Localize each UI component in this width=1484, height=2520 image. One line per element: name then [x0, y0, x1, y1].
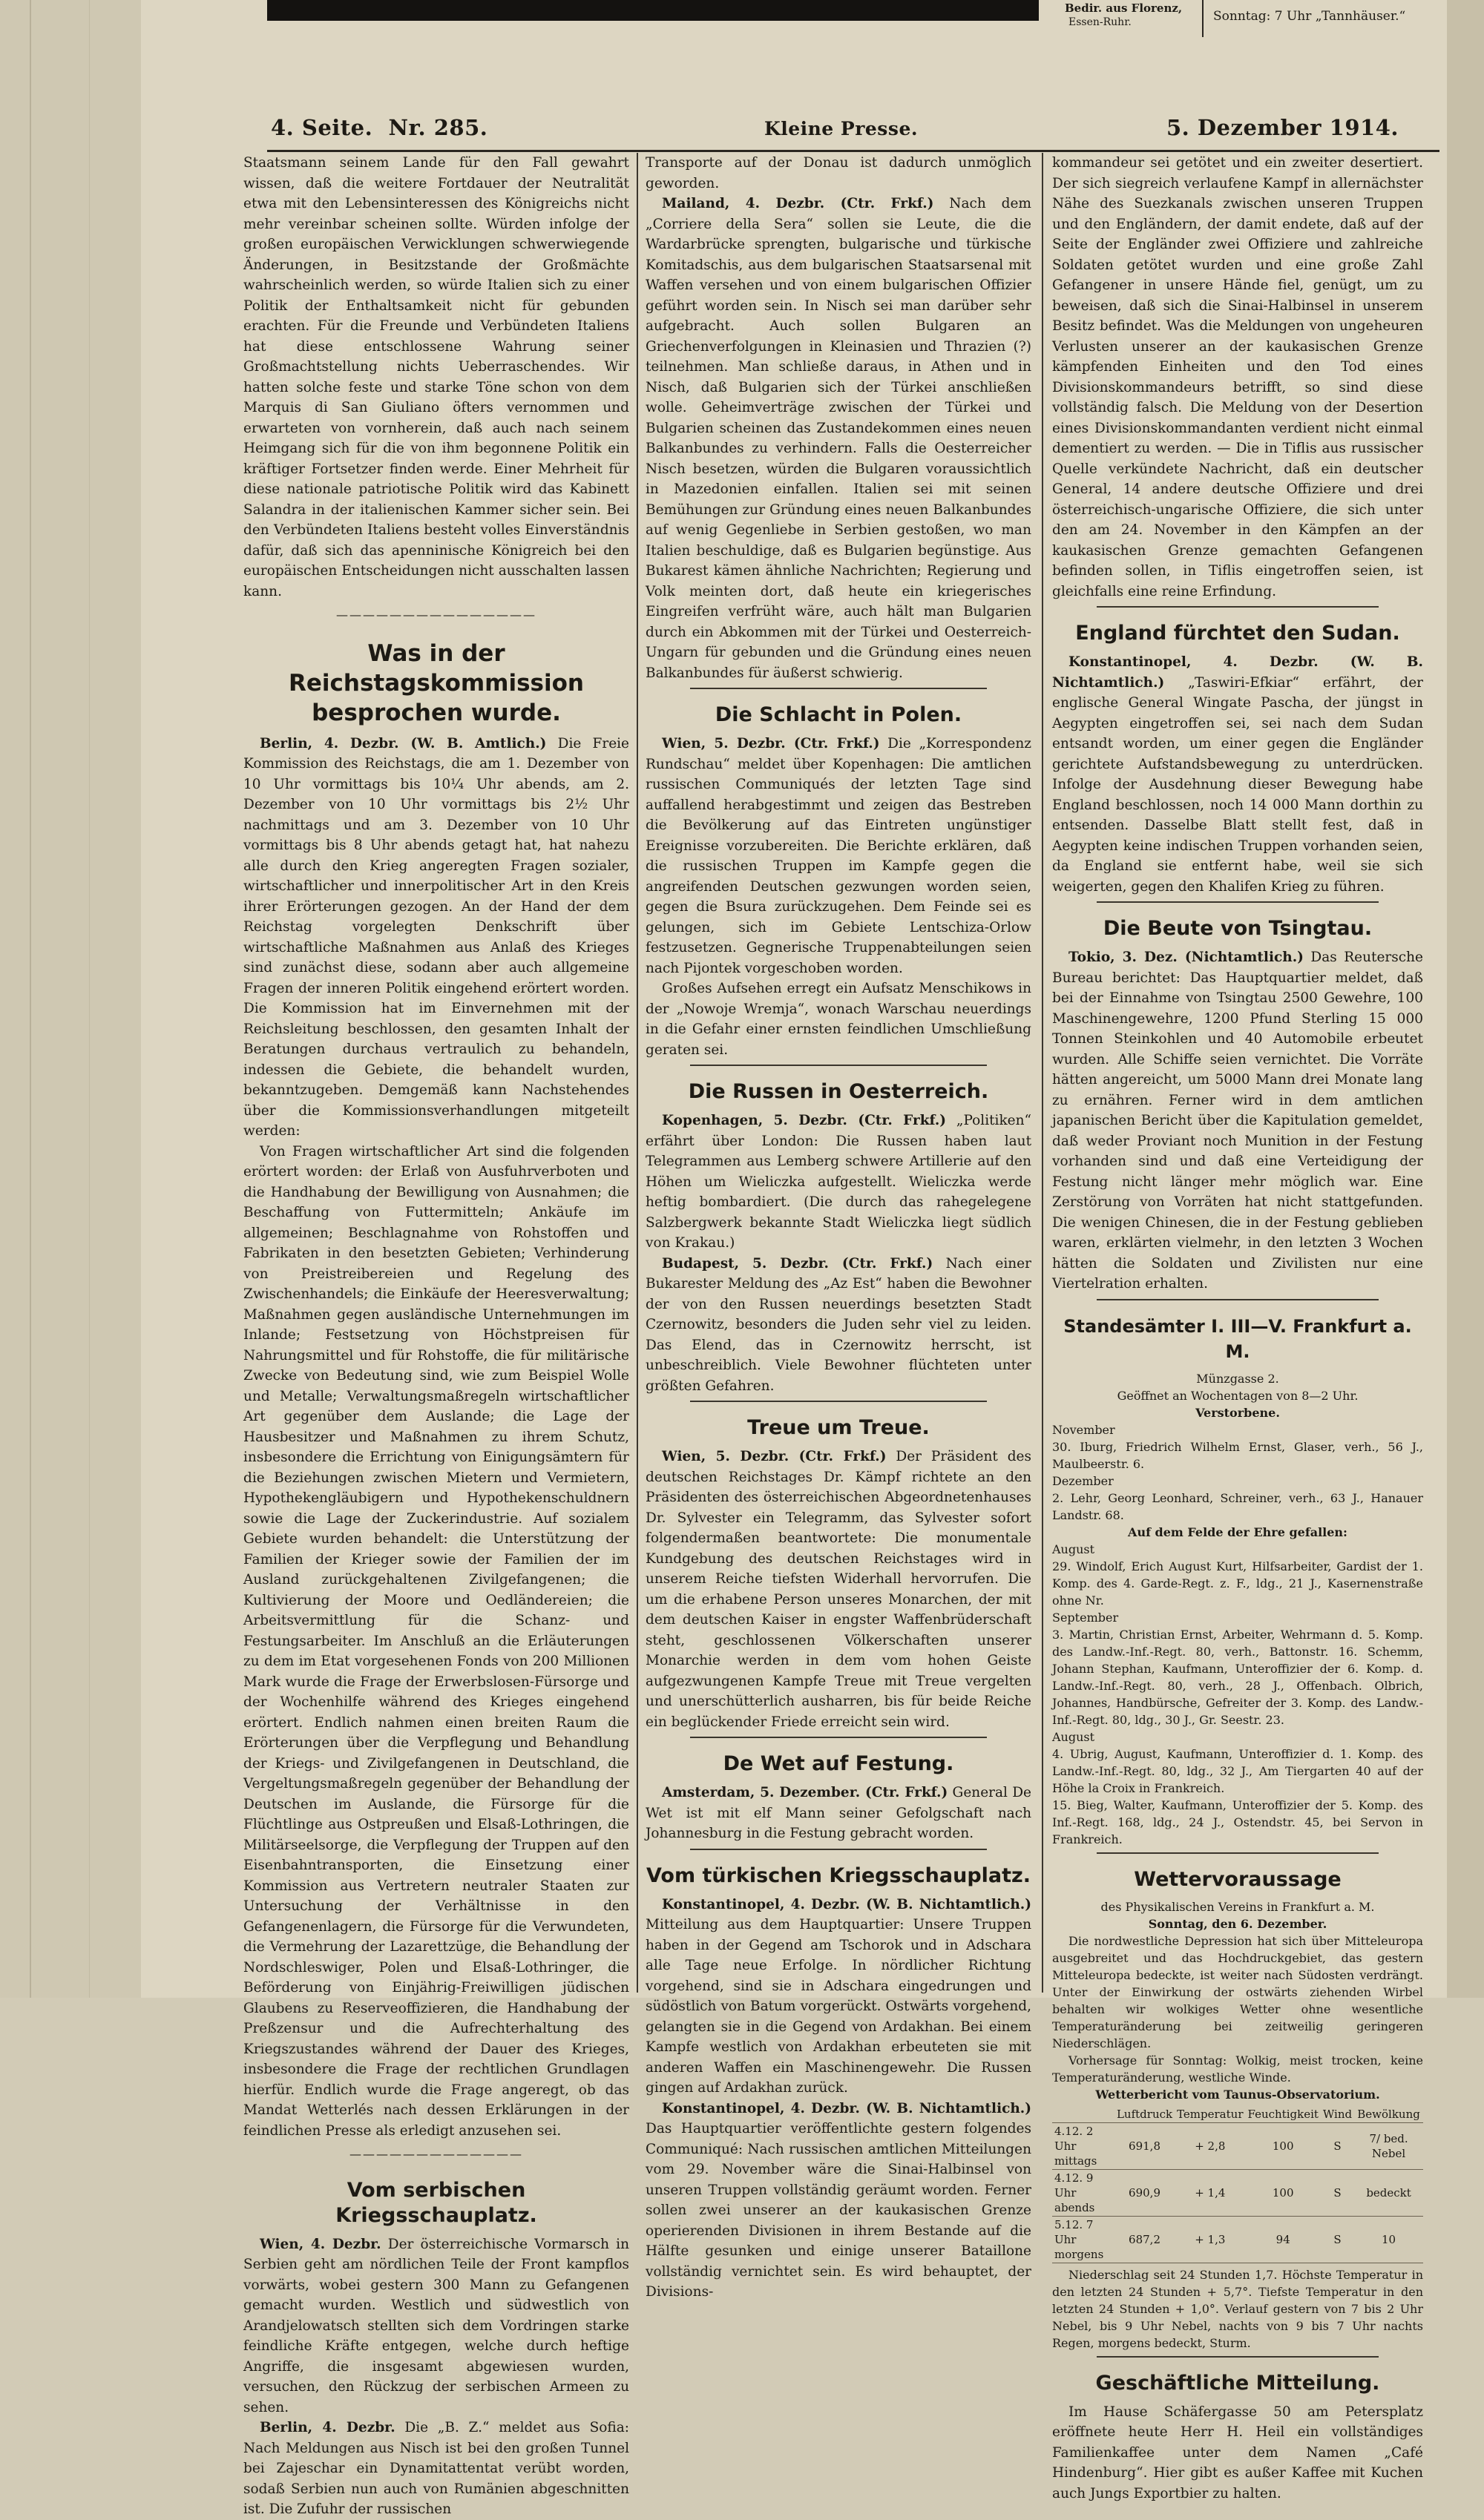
paragraph-text: Der Präsident des deutschen Reichstages Dr. Kämpf richtete an den Präsidenten des österreichischen Abgeordnetenhauses Dr. Sylvester ein Telegramm, das Sylvester sofort folgendermaßen beantwortete: Die monumentale Kundgebung des deutschen Reichstages wird in unserem Reiche tiefsten Widerhall hervorrufen. Die um die erhabene Person unseres Monarchen, der mit dem deutschen Kaiser in engster Waffenbrüderschaft steht, geschlossenen Völkerschaften unserer Monarchie werden in dem vom hohen Geiste aufgezwungenen Kampfe Treue mit Treue vergelten und unerschütterlich ausharren, bis für beide Reiche ein beglückender Friede erreicht sein wird.	[646, 1449, 1031, 1730]
weather-table-cell: + 2,8	[1175, 2122, 1245, 2169]
paragraph-text: Der österreichische Vormarsch in Serbien geht am nördlichen Teile der Front kampflos vorwärts, wobei gestern 300 Mann zu Gefangenen gemacht wurden. Westlich und südwestlich von Arandjelowatsch stellten sich dem Vordringen starke feindliche Kräfte entgegen, welche durch heftige Angriffe, die insgesamt abgewiesen wurden, versuchen, den Rückzug der serbischen Armeen zu sehen.	[243, 2236, 629, 2415]
registry-month: August	[1052, 1729, 1095, 1744]
registry-month: August	[1052, 1542, 1095, 1556]
column-rule	[1042, 153, 1043, 1993]
paragraph	[646, 1254, 1031, 1397]
weather-table-body	[1052, 2122, 1423, 2263]
weather-table-cell: 10	[1354, 2216, 1423, 2263]
dateline: Wien, 4. Dezbr.	[260, 2236, 381, 2252]
article-continuation: kommandeur sei getötet und ein zweiter desertiert. Der sich siegreich verlaufene Kampf in allernächster Nähe des Suezkanals zwischen unseren Truppen und den Engländern, der damit endete, daß auf der Seite der Engländer zwei Offiziere und zahlreiche Soldaten getötet wurden und eine große Zahl Gefangener in unsere Hände fiel, genügt, um zu beweisen, daß sich die Sinai-Halbinsel in unserem Besitz befindet. Was die Meldungen von ungeheuren Verlusten unserer an der kaukasischen Grenze kämpfenden Einheiten und den Tod eines Divisionskommandeurs betrifft, so sind diese vollständig falsch. Die Meldung von der Desertion eines Divisionskommandanten verdient nicht einmal dementiert zu werden. — Die in Tiflis aus russischer Quelle verkündete Nachricht, daß ein deutscher General, 14 andere deutsche Offiziere und drei österreichisch-ungarische Offiziere, die sich unter den am 24. November in den Kämpfen an der kaukasischen Grenze gemachten Gefangenen befinden sollen, in Tiflis eingetroffen seien, ist gleichfalls eine reine Erfindung.	[1052, 155, 1423, 599]
separator: ———————————————	[336, 608, 536, 622]
paragraph	[646, 1111, 1031, 1254]
header-rule	[267, 150, 1439, 152]
paragraph-text: Nach dem „Corriere della Sera“ sollen sie Leute, die die Wardarbrücke sprengten, bulgarische und türkische Komitadschis, aus dem bulgarischen Staatsarsenal mit Waffen versehen und von einem bulgarischen Offizier geführt worden sein. In Nisch sei man darüber sehr aufgebracht. Auch sollen Bulgaren an Griechenverfolgungen in Kleinasien und Thrazien (?) teilnehmen. Man schließe daraus, in Athen und in Nisch, daß Bulgarien sich der Türkei anschließen wolle. Geheimverträge zwischen der Türkei und Bulgarien scheinen das Zustandekommen eines neuen Balkanbundes zu verhindern. Falls die Oesterreicher Nisch besetzen, würden die Bulgaren voraussichtlich in Mazedonien einfallen. Italien sei mit seinen Bemühungen zur Gründung eines neuen Balkanbundes auf wenig Gegenliebe in Serbien gestoßen, wo man Italien beschuldige, daß es Bulgarien begünstige. Aus Bukarest kämen ähnliche Nachrichten; Regierung und Volk meinten dort, daß heute ein kriegerisches Eingreifen verfrüht wäre, auch hält man Bulgarien durch ein Abkommen mit der Türkei und Oesterreich-Ungarn für gebunden und die Gründung eines neuen Balkanbundes für äußerst schwierig.	[646, 196, 1031, 681]
separator	[690, 688, 987, 689]
weather-table-cell: 687,2	[1114, 2216, 1175, 2263]
weather-table	[1052, 2106, 1423, 2263]
page-header	[271, 115, 1443, 149]
column-rule	[637, 153, 638, 1993]
weather-table-header-cell: Wind	[1321, 2106, 1354, 2123]
paragraph	[646, 1895, 1031, 2099]
paragraph	[646, 1447, 1031, 1732]
weather-table-cell: 94	[1246, 2216, 1321, 2263]
registry-entry: 3. Martin, Christian Ernst, Arbeiter, Wehrmann d. 5. Komp. des Landw.-Inf.-Regt. 80, verh., Battonstr. 16. Schemm, Johann Stephan, Kaufmann, Unteroffizier der 6. Komp. d. Landw.-Inf.-Regt. 80, verh., 28 J., Offenbach. Olbrich, Johannes, Handbürsche, Gefreiter der 3. Komp. des Landw.-Inf.-Regt. 80, ldg., 30 J., Gr. Seestr. 23.	[1052, 1627, 1423, 1727]
headline-sudan: England fürchtet den Sudan.	[1075, 622, 1400, 645]
weather-table-cell: 100	[1246, 2122, 1321, 2169]
page-fold	[89, 0, 90, 1998]
weather-table-cell: 100	[1246, 2169, 1321, 2216]
paragraph	[646, 734, 1031, 978]
headline-weather: Wettervoraussage	[1134, 1867, 1342, 1891]
weather-table-cell: S	[1321, 2169, 1354, 2216]
registry-entry: 15. Bieg, Walter, Kaufmann, Unteroffizier der 5. Komp. des Inf.-Regt. 168, ldg., 24 J., Ostendstr. 45, bei Servon in Frankreich.	[1052, 1797, 1423, 1846]
separator	[690, 1065, 987, 1066]
article-continuation: Transporte auf der Donau ist dadurch unmöglich geworden.	[646, 155, 1031, 191]
weather-table-cell: bedeckt	[1354, 2169, 1423, 2216]
weather-table-cell: S	[1321, 2216, 1354, 2263]
separator: —————————————	[349, 2147, 523, 2161]
column-middle	[646, 153, 1031, 2303]
paragraph	[646, 1783, 1031, 1844]
headline-reichstag: Was in der Reichstagskommission besprochen wurde.	[288, 639, 584, 726]
weather-table-header-cell: Temperatur	[1175, 2106, 1245, 2123]
weather-table-row	[1052, 2122, 1423, 2169]
dateline: Kopenhagen, 5. Dezbr. (Ctr. Frkf.)	[662, 1113, 947, 1128]
weather-table-cell: 691,8	[1114, 2122, 1175, 2169]
page-number: 4. Seite. Nr. 285.	[271, 115, 488, 140]
dateline: Konstantinopel, 4. Dezbr. (W. B. Nichtamtlich.)	[662, 1896, 1031, 1912]
registry-block	[1052, 1370, 1423, 1848]
paragraph-text: „Taswiri-Efkiar“ erfährt, der englische General Wingate Pascha, der jüngst in Aegypten eingetroffen sei, sei nach dem Sudan entsandt worden, um einer gegen die Engländer gerichtete Aufstandsbewegung zu unterdrücken. Infolge der Ausdehnung dieser Bewegung habe England beschlossen, noch 14 000 Mann dorthin zu entsenden. Dasselbe Blatt stellt fest, daß in Aegypten keine indischen Truppen vorhanden seien, da England sie entfernt habe, weil sie sich weigerten, gegen den Khalifen Krieg zu führen.	[1052, 674, 1423, 895]
registry-entry: 4. Ubrig, August, Kaufmann, Unteroffizier d. 1. Komp. des Landw.-Inf.-Regt. 80, ldg., 32 J., Am Tiergarten 40 auf der Höhe la Croix in Frankreich.	[1052, 1746, 1423, 1795]
registry-heading: Verstorbene.	[1195, 1405, 1280, 1420]
registry-hours: Geöffnet an Wochentagen von 8—2 Uhr.	[1117, 1388, 1359, 1403]
headline-serbia: Vom serbischen Kriegsschauplatz.	[335, 2178, 537, 2227]
weather-table-cell: + 1,4	[1175, 2169, 1245, 2216]
dateline: Konstantinopel, 4. Dezbr. (W. B. Nichtamtlich.)	[662, 2100, 1031, 2116]
paragraph-text: Das Hauptquartier veröffentlichte gestern folgendes Communiqué: Nach russischen amtlichen Mitteilungen vom 29. November wäre die Sinai-Halbinsel von unseren Truppen vollständig geräumt worden. Ferner sollen zwei unserer an der kaukasischen Grenze operierenden Divisionen in ihrem Bestande auf die Hälfte gesunken und einige unserer Bataillone vollständig vernichtet sein. Es wird behauptet, der Divisions-	[646, 2121, 1031, 2300]
weather-source: des Physikalischen Vereins in Frankfurt a. M.	[1100, 1899, 1375, 1914]
paragraph	[1052, 652, 1423, 897]
paragraph-text: Die „Korrespondenz Rundschau“ meldet über Kopenhagen: Die amtlichen russischen Communiqués der letzten Tage sind auffallend herabgestimmt und zeigen das Bestreben die Bevölkerung auf das Eintreten ungünstiger Ereignisse vorzubereiten. Die Berichte erklären, daß die russischen Truppen im Kampfe gegen die angreifenden Deutschen gezwungen worden seien, gegen die Bsura zurückzugehen. Dem Feinde sei es gelungen, sich im Gebiete Lentschiza-Orlow festzusetzen. Gegnerische Truppenabteilungen seien nach Pijontek vorgeschoben worden.	[646, 736, 1032, 976]
paragraph	[646, 2099, 1031, 2303]
dateline: Amsterdam, 5. Dezember. (Ctr. Frkf.)	[662, 1785, 948, 1800]
paragraph-text: Die Freie Kommission des Reichstags, die am 1. Dezember von 10 Uhr vormittags bis 10¼ Uhr abends, am 2. Dezember von 10 Uhr vormittags bis 2½ Uhr nachmittags und am 3. Dezember von 10 Uhr vormittags bis 8 Uhr abends getagt hat, hat nahezu alle durch den Krieg angeregten Fragen sozialer, wirtschaftlicher und innerpolitischer Art in den Kreis ihrer Erörterungen gezogen. An der Hand der dem Reichstag vorgelegten Denkschrift über wirtschaftliche Maßnahmen aus Anlaß des Krieges sind zunächst diese, sodann aber auch allgemeine Fragen der inneren Politik eingehend erörtert worden. Die Kommission hat im Einvernehmen mit der Reichsleitung beschlossen, den gesamten Inhalt der Beratungen durchaus vertraulich zu behandeln, indessen die Gebiete, die behandelt wurden, bekanntzugeben. Demgemäß kann Nachstehendes über die Kommissionsverhandlungen mitgeteilt werden:	[243, 735, 630, 1139]
page-fold	[30, 0, 31, 1998]
paper-title: Kleine Presse.	[764, 118, 919, 139]
weather-block	[1052, 1898, 1423, 2352]
weather-table-cell: + 1,3	[1175, 2216, 1245, 2263]
paragraph	[646, 194, 1031, 683]
headline-de-wet: De Wet auf Festung.	[723, 1752, 954, 1775]
separator	[1097, 1852, 1379, 1854]
weather-table-header-cell: Luftdruck	[1114, 2106, 1175, 2123]
paragraph-text: General De Wet ist mit elf Mann seiner Gefolgschaft nach Johannesburg in die Festung gebracht worden.	[646, 1785, 1031, 1841]
headline-registry: Standesämter I. III—V. Frankfurt a. M.	[1063, 1315, 1412, 1362]
weather-forecast: Vorhersage für Sonntag: Wolkig, meist trocken, keine Temperaturänderung, westliche Winde.	[1052, 2053, 1423, 2085]
weather-table-cell: 4.12. 2 Uhr mittags	[1052, 2122, 1114, 2169]
separator	[1097, 606, 1379, 608]
separator	[1097, 2356, 1379, 2358]
dateline: Wien, 5. Dezbr. (Ctr. Frkf.)	[662, 1449, 887, 1464]
weather-table-header	[1052, 2106, 1423, 2123]
headline-loyalty: Treue um Treue.	[747, 1416, 930, 1439]
paragraph-text: „Politiken“ erfährt über London: Die Russen haben laut Telegrammen aus Lemberg schwere Artillerie auf den Höhen um Wieliczka aufgestellt. Wieliczka werde heftig bombardiert. (Die durch das rahegelegene Salzbergwerk bekannte Stadt Wieliczka liegt südlich von Krakau.)	[646, 1113, 1031, 1251]
dateline: Wien, 5. Dezbr. (Ctr. Frkf.)	[662, 736, 880, 751]
separator	[690, 1401, 987, 1402]
paragraph	[1052, 947, 1423, 1294]
article-continuation: Staatsmann seinem Lande für den Fall gewahrt wissen, daß die weitere Fortdauer der Neutralität etwa mit den Lebensinteressen des Königreichs nicht mehr vereinbar scheinen sollte. Würden infolge der großen europäischen Verwicklungen schwerwiegende Änderungen, in Besitzstande der Großmächte wahrscheinlich werden, so würde Italien sich zu einer Politik der Enthaltsamkeit nicht für gebunden erachten. Für die Freunde und Verbündeten Italiens hat diese entschlossene Wahrung seiner Großmachtstellung nichts Ueberraschendes. Wir hatten solche feste und starke Töne schon von dem Marquis di San Giuliano öfters vernommen und erwarteten von vornherein, daß auch nach seinem Heimgang sich für die von ihm begonnene Politik ein kräftiger Fortsetzer finden werde. Einer Mehrheit für diese nationale patriotische Politik wird das Kabinett Salandra in der italienischen Kammer sicher sein. Bei den Verbündeten Italiens besteht volles Einverständnis dafür, daß sich das apenninische Königreich bei den europäischen Entscheidungen nicht ausschalten lassen kann.	[243, 155, 629, 599]
registry-month: November	[1052, 1422, 1115, 1437]
masthead-divider	[1202, 0, 1204, 37]
headline-poland: Die Schlacht in Polen.	[715, 703, 962, 726]
weather-table-cell: S	[1321, 2122, 1354, 2169]
paragraph	[243, 734, 629, 1142]
separator	[1097, 1299, 1379, 1300]
weather-table-row	[1052, 2169, 1423, 2216]
dateline: Konstantinopel, 4. Dezbr. (W. B. Nichtamtlich.)	[1052, 654, 1423, 691]
column-left	[243, 153, 629, 2520]
left-page-edge	[0, 0, 141, 1998]
headline-tsingtau: Die Beute von Tsingtau.	[1103, 917, 1373, 940]
issue-date: 5. Dezember 1914.	[1166, 115, 1399, 140]
registry-heading: Auf dem Felde der Ehre gefallen:	[1128, 1524, 1347, 1539]
weather-text: Die nordwestliche Depression hat sich über Mitteleuropa ausgebreitet und das Hochdruckgebiet, das gestern Mitteleuropa bedeckte, ist weiter nach Südosten verdrängt. Unter der Einwirkung der ostwärts ziehenden Wirbel behalten wir wolkiges Wetter ohne wesentliche Temperaturänderung bei zeitweilig geringeren Niederschlägen.	[1052, 1933, 1423, 2050]
paragraph-text: Die „B. Z.“ meldet aus Sofia: Nach Meldungen aus Nisch ist bei den großen Tunnel bei Zajeschar ein Dynamitattentat verübt worden, sodaß Serbien nun auch von Rumänien abgeschnitten ist. Die Zufuhr der russischen	[243, 2420, 629, 2517]
masthead-ad-banner	[267, 0, 1039, 21]
weather-table-header-cell: Bewölkung	[1354, 2106, 1423, 2123]
paragraph-text: Nach einer Bukarester Meldung des „Az Est“ haben die Bewohner der von den Russen neuerdings besetzten Stadt Czernowitz, besonders die Juden sehr viel zu leiden. Das Elend, das in Czernowitz herrscht, ist unbeschreiblich. Viele Bewohner flüchteten unter größten Gefahren.	[646, 1255, 1031, 1394]
headline-business: Geschäftliche Mitteilung.	[1095, 2371, 1380, 2395]
masthead-ad-city: Essen-Ruhr.	[1068, 16, 1132, 28]
weather-table-cell: 5.12. 7 Uhr morgens	[1052, 2216, 1114, 2263]
paragraph	[243, 2418, 629, 2520]
dateline: Berlin, 4. Dezbr. (W. B. Amtlich.)	[260, 735, 547, 751]
registry-month: September	[1052, 1610, 1119, 1625]
weather-table-cell: 4.12. 9 Uhr abends	[1052, 2169, 1114, 2216]
masthead-ad-text: Bedir. aus Florenz,	[1065, 1, 1183, 15]
paragraph: Von Fragen wirtschaftlicher Art sind die folgenden erörtert worden: der Erlaß von Ausfuhrverboten und die Handhabung der Bewilligung von Ausnahmen; die Beschaffung von Futtermitteln; Ankäufe im allgemeinen; Beschlagnahme von Rohstoffen und Fabrikaten in den besetzten Gebieten; Verhinderung von Preistreibereien und Regelung des Zwischenhandels; die Einkäufe der Heeresverwaltung; Maßnahmen gegen ausländische Unternehmungen im Inlande; Festsetzung von Höchstpreisen für Nahrungsmittel und für Rohstoffe, die für militärische Zwecke von Bedeutung sind, wie zum Beispiel Wolle und Metalle; Verwaltungsmaßregeln wirtschaftlicher Art gegenüber dem Auslande; die Lage der Hausbesitzer und Maßnahmen zu ihrem Schutz, insbesondere die Errichtung von Einigungsämtern für die Beziehungen zwischen Mietern und Vermietern, Hypothekengläubigern und Hypothekenschuldnern sowie die Lage der Zuckerindustrie. Auf sozialem Gebiete wurden behandelt: die Unterstützung der Familien der Krieger sowie der Familien der im Ausland zurückgehaltenen Zivilgefangenen; die Kultivierung der Moore und Oedländereien; die Arbeitsvermittlung für die Schanz- und Festungsarbeiter. Im Anschluß an die Erläuterungen zu dem im Etat vorgesehenen Fonds von 200 Millionen Mark wurde die Frage der Erwerbslosen-Fürsorge und der Wochenhilfe während des Krieges eingehend erörtert. Endlich nahmen einen breiten Raum die Erörterungen über die Verpflegung und Behandlung der Kriegs- und Zivilgefangenen in Deutschland, die Vergeltungsmaßregeln gegenüber der Behandlung der Deutschen im Auslande, die Fürsorge für die Flüchtlinge aus Ostpreußen und Elsaß-Lothringen, die Militärseelsorge, die Verpflegung der Truppen auf den Eisenbahntransporten, die Einsetzung einer Kommission aus Vertretern neutraler Staaten zur Untersuchung der Verhältnisse in den Gefangenenlagern, die Fürsorge für die Verwundeten, die Vermehrung der Lazarettzüge, die Behandlung der Nordschleswiger, Polen und Elsaß-Lothringer, die Beförderung von Einjährig-Freiwilligen jüdischen Glaubens zu Reserveoffizieren, die Handhabung der Preßzensur und die Aufrechterhaltung des Kriegszustandes während der Dauer des Krieges, insbesondere die Frage der rechtlichen Grundlagen hierfür. Endlich wurde die Frage angeregt, ob das Mandat Wetterlés nach dessen Erklärungen in der feindlichen Presse als erledigt anzusehen sei.	[243, 1143, 629, 2139]
registry-entry: 30. Iburg, Friedrich Wilhelm Ernst, Glaser, verh., 56 J., Maulbeerstr. 6.	[1052, 1439, 1423, 1471]
dateline: Mailand, 4. Dezbr. (Ctr. Frkf.)	[662, 196, 934, 211]
paragraph-text: Mitteilung aus dem Hauptquartier: Unsere Truppen haben in der Gegend am Tschorok und in Adschara alle Tage neue Erfolge. In nördlicher Richtung vorgehend, sind sie in Adschara eingedrungen und südöstlich von Batum vorgerückt. Ostwärts vorgehend, gelangten sie in die Gegend von Ardakhan. Bei einem Kampfe westlich von Ardakhan erbeuteten sie mit anderen Waffen ein Maschinengewehr. Die Russen gingen auf Ardakhan zurück.	[646, 1917, 1031, 2096]
paragraph: Im Hause Schäfergasse 50 am Petersplatz eröffnete heute Herr H. Heil ein vollständiges Familienkaffee unter dem Namen „Café Hindenburg“. Hier gibt es außer Kaffee mit Kuchen auch Jungs Exportbier zu halten.	[1052, 2404, 1423, 2501]
weather-table-header-cell	[1052, 2106, 1114, 2123]
dateline: Tokio, 3. Dez. (Nichtamtlich.)	[1068, 950, 1304, 965]
paragraph: Großes Aufsehen erregt ein Aufsatz Menschikows in der „Nowoje Wremja“, wonach Warschau neuerdings in die Gefahr einer ernsten feindlichen Umschließung geraten sei.	[646, 981, 1031, 1058]
registry-address: Münzgasse 2.	[1196, 1371, 1279, 1386]
paragraph-text: Das Reutersche Bureau berichtet: Das Hauptquartier meldet, daß bei der Einnahme von Tsingtau 2500 Gewehre, 100 Maschinengewehre, 1200 Pfund Sterling 15 000 Tonnen Steinkohlen und 40 Automobile erbeutet wurden. Alle Schiffe seien vernichtet. Die Vorräte hätten angereicht, um 5000 Mann drei Monate lang zu ernähren. Ferner wird in dem amtlichen japanischen Bericht über die Kapitulation gemeldet, daß weder Proviant noch Munition in der Festung vorhanden sind und daß eine Verteidigung der Festung nicht länger mehr möglich war. Eine Zerstörung von Vorräten hat nicht stattgefunden. Die wenigen Chinesen, die in der Festung geblieben waren, erklärten vielmehr, in den letzten 3 Wochen hätten die Soldaten und Zivilisten nur eine Viertelration erhalten.	[1052, 950, 1423, 1292]
dateline: Berlin, 4. Dezbr.	[260, 2420, 395, 2435]
column-right	[1052, 153, 1423, 2504]
registry-entry: 29. Windolf, Erich August Kurt, Hilfsarbeiter, Gardist der 1. Komp. des 4. Garde-Regt. z. F., ldg., 21 J., Kasernenstraße ohne Nr.	[1052, 1559, 1423, 1608]
paragraph	[243, 2234, 629, 2418]
weather-day: Sonntag, den 6. Dezember.	[1148, 1916, 1327, 1931]
weather-table-header-cell: Feuchtigkeit	[1246, 2106, 1321, 2123]
weather-table-cell: 7/ bed. Nebel	[1354, 2122, 1423, 2169]
separator	[690, 1737, 987, 1738]
weather-obs-heading: Wetterbericht vom Taunus-Observatorium.	[1095, 2087, 1380, 2102]
separator	[690, 1849, 987, 1850]
registry-month: Dezember	[1052, 1473, 1114, 1488]
right-page-edge	[1447, 0, 1484, 1998]
registry-entry: 2. Lehr, Georg Leonhard, Schreiner, verh., 63 J., Hanauer Landstr. 68.	[1052, 1490, 1423, 1522]
separator	[1097, 901, 1379, 903]
weather-note: Niederschlag seit 24 Stunden 1,7. Höchste Temperatur in den letzten 24 Stunden + 5,7°. Tiefste Temperatur in den letzten 24 Stunden + 1,0°. Verlauf gestern von 7 bis 2 Uhr Nebel, bis 9 Uhr Nebel, nachts von 9 bis 7 Uhr nachts Regen, morgens bedeckt, Sturm.	[1052, 2267, 1423, 2350]
masthead-theatre-notice: Sonntag: 7 Uhr „Tannhäuser.“	[1213, 9, 1406, 24]
headline-russians-austria: Die Russen in Oesterreich.	[688, 1080, 989, 1103]
dateline: Budapest, 5. Dezbr. (Ctr. Frkf.)	[662, 1255, 933, 1271]
weather-table-row	[1052, 2216, 1423, 2263]
headline-turkey: Vom türkischen Kriegsschauplatz.	[646, 1863, 1031, 1887]
masthead-strip	[267, 0, 1447, 45]
weather-table-cell: 690,9	[1114, 2169, 1175, 2216]
